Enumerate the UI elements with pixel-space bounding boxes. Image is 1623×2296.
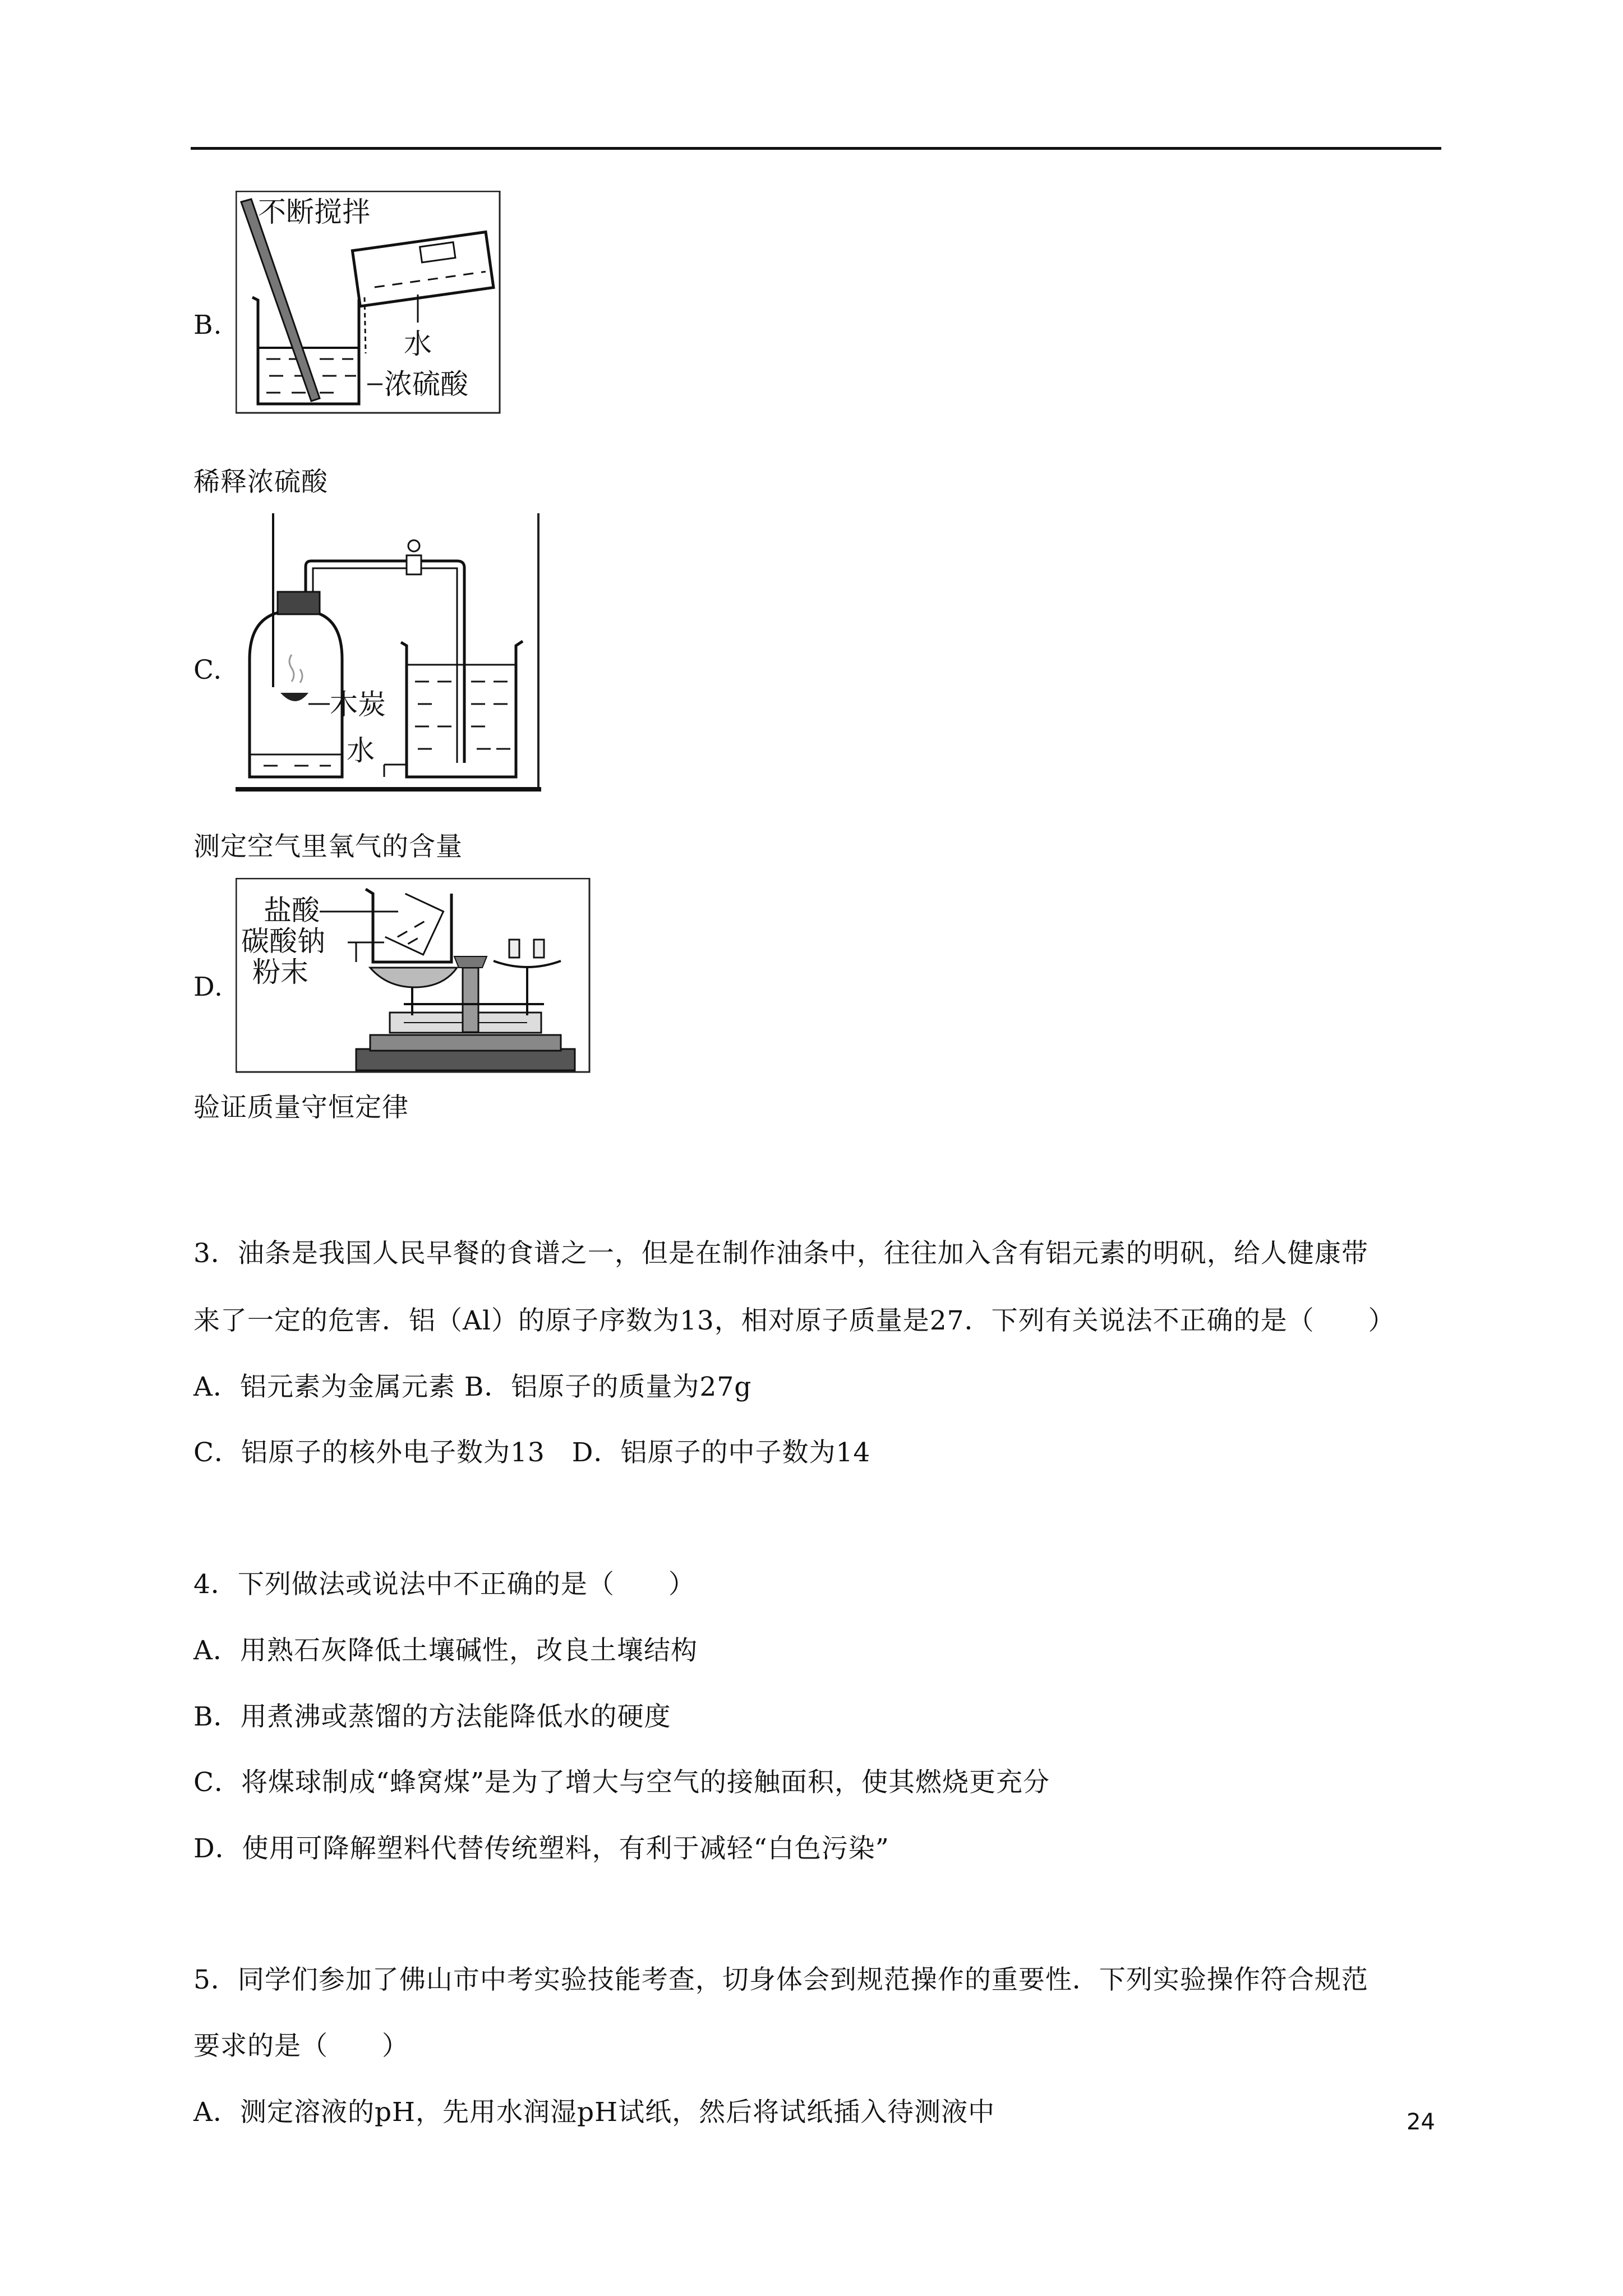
option-line: C．将煤球制成“蜂窝煤”是为了增大与空气的接触面积，使其燃烧更充分 [193,1767,1050,1798]
option-line: D．使用可降解塑料代替传统塑料，有利于减轻“白色污染” [193,1833,889,1864]
option-line: A．测定溶液的pH，先用水润湿pH试纸，然后将试纸插入待测液中 [193,2097,995,2128]
label-hcl: 盐酸 [264,894,320,927]
right-pan [494,961,561,967]
left-pan [370,968,457,987]
label-acid: 浓硫酸 [384,368,468,401]
weight-1 [509,940,519,958]
figure-oxygen-content [236,513,550,794]
question-stem-line: 3．油条是我国人民早餐的食谱之一，但是在制作油条中，往往加入含有铝元素的明矾，给人健康带 [193,1238,1368,1269]
option-line: C．铝原子的核外电子数为13 D．铝原子的中子数为14 [193,1437,871,1468]
label-na2co3: 碳酸钠 [241,925,325,958]
question-stem-line: 5．同学们参加了佛山市中考实验技能考查，切身体会到规范操作的重要性．下列实验操作符合规范 [193,1964,1368,1995]
option-line: A．用熟石灰降低土壤碱性，改良土壤结构 [193,1635,698,1666]
question-stem-line: 要求的是（ ） [193,2031,409,2062]
glass-rod [241,199,320,401]
figure-mass-conservation [236,878,594,1074]
option-line: A．铝元素为金属元素 B．铝原子的质量为27g [193,1372,752,1402]
caption-c: 测定空气里氧气的含量 [193,831,463,862]
question-stem-line: 4．下列做法或说法中不正确的是（ ） [193,1569,695,1600]
question-stem-line: 来了一定的危害．铝（Al）的原子序数为13，相对原子质量是27．下列有关说法不正确的是（ ） [193,1305,1395,1336]
figure-dilute-sulfuric-acid [236,191,505,415]
stopper [278,592,320,614]
label-charcoal: 木炭 [330,688,386,721]
label-stir: 不断搅拌 [258,196,370,228]
option-line: B．用煮沸或蒸馏的方法能降低水的硬度 [193,1701,671,1732]
balance-base [356,1049,575,1070]
option-d-label: D. [193,972,223,1002]
caption-d: 验证质量守恒定律 [193,1092,409,1123]
water-beaker [401,641,523,777]
weight-2 [534,940,544,958]
pouring-bottle [352,232,494,306]
label-powder: 粉末 [252,956,308,988]
clamp [407,555,421,574]
page-number: 24 [1407,2109,1435,2135]
label-water-c: 水 [347,734,375,767]
caption-b: 稀释浓硫酸 [193,467,328,498]
option-b-label: B. [193,310,223,341]
balance-pillar [463,968,478,1032]
option-c-label: C. [193,655,223,685]
water-stream [365,297,366,353]
header-rule [191,147,1441,150]
hcl-beaker [366,889,451,962]
beaker-water-dashes [415,682,510,749]
label-water: 水 [404,328,432,360]
